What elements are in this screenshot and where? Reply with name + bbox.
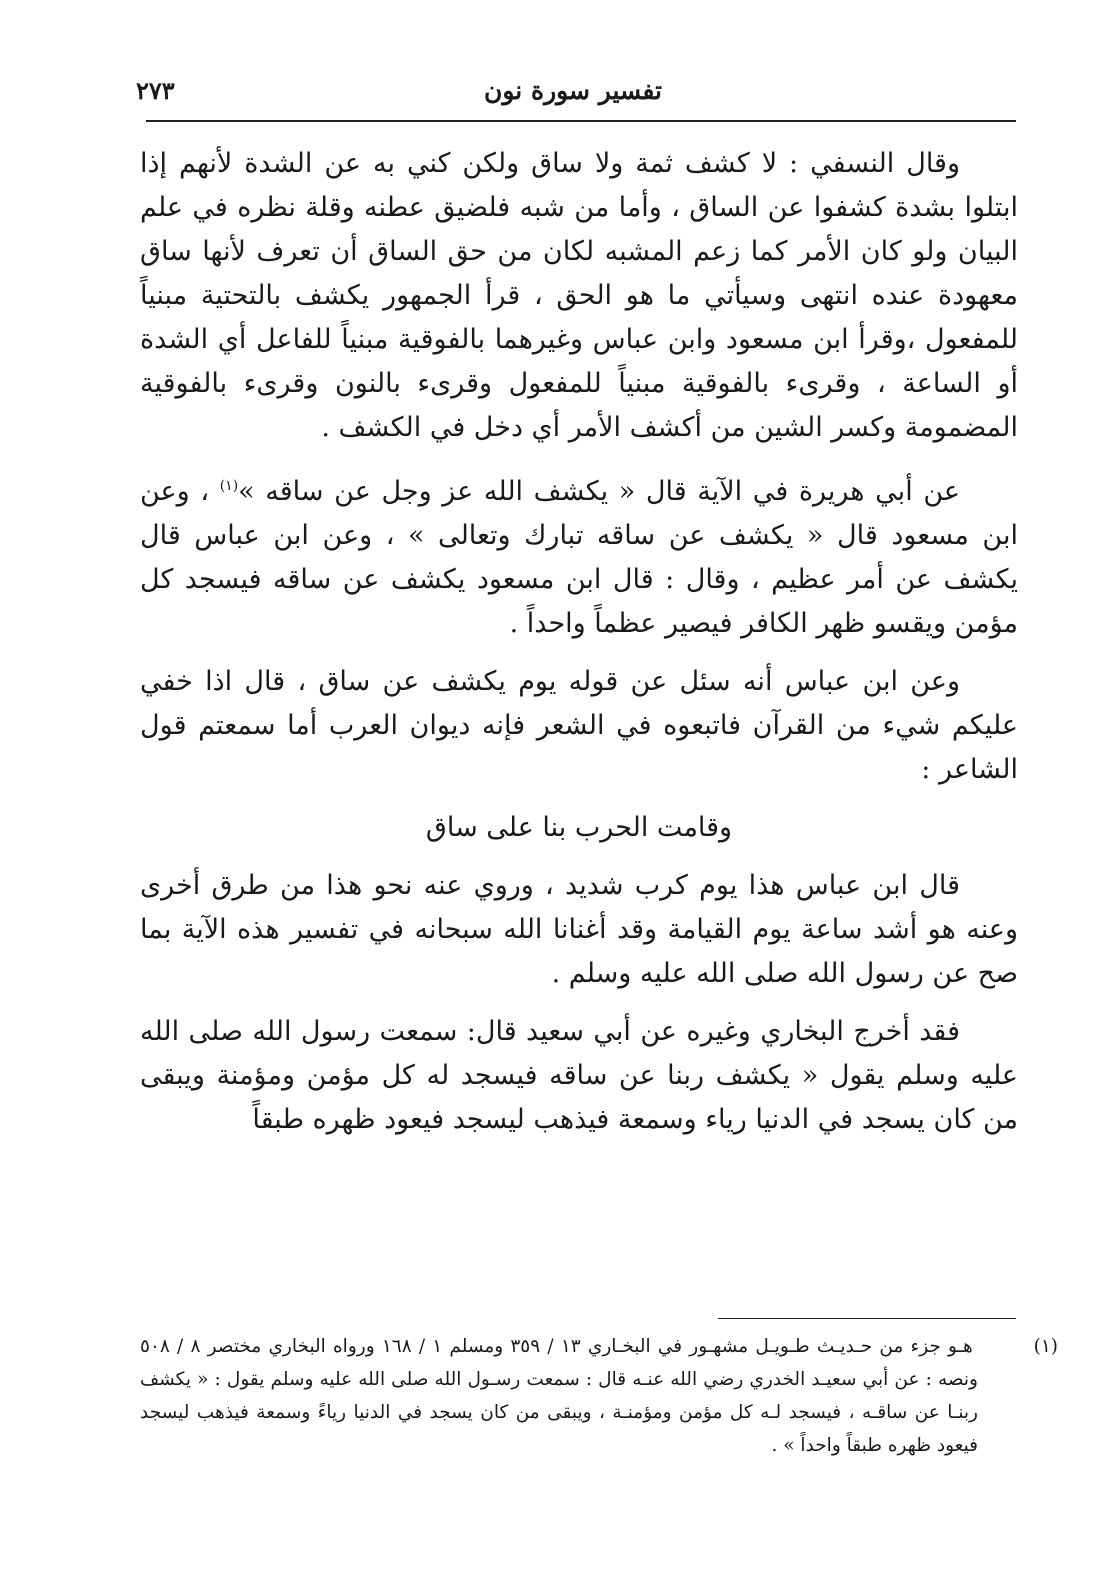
main-text [140,142,1018,1156]
paragraph-bukhari: فقد أخرج البخاري وغيره عن أبي سعيد قال: سمعت رسول الله صلى الله عليه وسلم يقول « يكشف ربنا عن ساقه فيسجد له كل مؤمن ومؤمنة ويبقى من كان يسجد في الدنيا رياء وسمعة فيذهب ليسجد فيعود ظهره طبقاً [140,1016,1018,1135]
header-rule [146,120,1016,122]
paragraph-ibn-abbas: وعن ابن عباس أنه سئل عن قوله يوم يكشف عن ساق ، قال اذا خفي عليكم شيء من القرآن فاتبعوه في الشعر فإنه ديوان العرب أما سمعتم قول الشاعر : [140,666,1018,785]
poetry-verse: وقامت الحرب بنا على ساق [425,812,733,843]
paragraph-karb-shadid: قال ابن عباس هذا يوم كرب شديد ، وروي عنه نحو هذا من طرق أخرى وعنه هو أشد ساعة يوم القيامة وقد أغنانا الله سبحانه في تفسير هذه الآية بما صح عن رسول الله صلى الله عليه وسلم . [140,870,1018,989]
footnote-marker: (١) [1033,1336,1058,1357]
page-number: ٢٧٣ [136,76,175,105]
footnotes [140,1330,1058,1462]
footnote-rule [718,1318,1016,1319]
paragraph-nasafi: وقال النسفي : لا كشف ثمة ولا ساق ولكن كني به عن الشدة لأنهم إذا ابتلوا بشدة كشفوا عن الساق ، وأما من شبه فلضيق عطنه وقلة نظره في علم البيان ولو كان الأمر كما زعم المشبه لكان من حق الساق أن تعرف لأنها ساق معهودة عنده انتهى وسيأتي ما هو الحق ، قرأ الجمهور يكشف بالتحتية مبنياً للمفعول ،وقرأ ابن مسعود وابن عباس وغيرهما بالفوقية مبنياً للفاعل أي الشدة أو الساعة ، وقرىء بالفوقية مبنياً للمفعول وقرىء بالنون وقرىء بالفوقية المضمومة وكسر الشين من أكشف الأمر أي دخل في الكشف . [140,148,1018,443]
footnote-ref: (١) [219,478,239,494]
running-title: تفسير سورة نون [484,76,662,105]
paragraph-abu-hurayra-start: عن أبي هريرة في الآية قال « يكشف الله عز وجل عن ساقه » [238,476,960,507]
paragraph-abu-hurayra-rest: ، وعن ابن مسعود قال « يكشف عن ساقه تبارك وتعالى » ، وعن ابن عباس قال يكشف عن أمر عظيم ، وقال : قال ابن مسعود يكشف عن ساقه فيسجد كل مؤمن ويقسو ظهر الكافر فيصير عظماً واحداً . [140,476,1018,639]
page-header [128,72,1018,120]
footnote-text: هـو جزء من حـديـث طـويـل مشهـور في البخـاري ١٣ / ٣٥٩ ومسلم ١ / ١٦٨ ورواه البخاري مختصر ٨ / ٥٠٨ ونصه : عن أبي سعيـد الخدري رضي الله عنـه قال : سمعت رسـول الله صلى الله عليه وسلم يقول : « يكشف ربنـا عن ساقـه ، فيسجد لـه كل مؤمن ومؤمنـة ، ويبقى من كان يسجد في الدنيا رياءً وسمعة فيذهب ليسجد فيعود ظهره طبقاً واحداً » . [140,1336,978,1456]
paragraph-abu-hurayra [140,464,1018,646]
footnote [140,1330,1058,1462]
